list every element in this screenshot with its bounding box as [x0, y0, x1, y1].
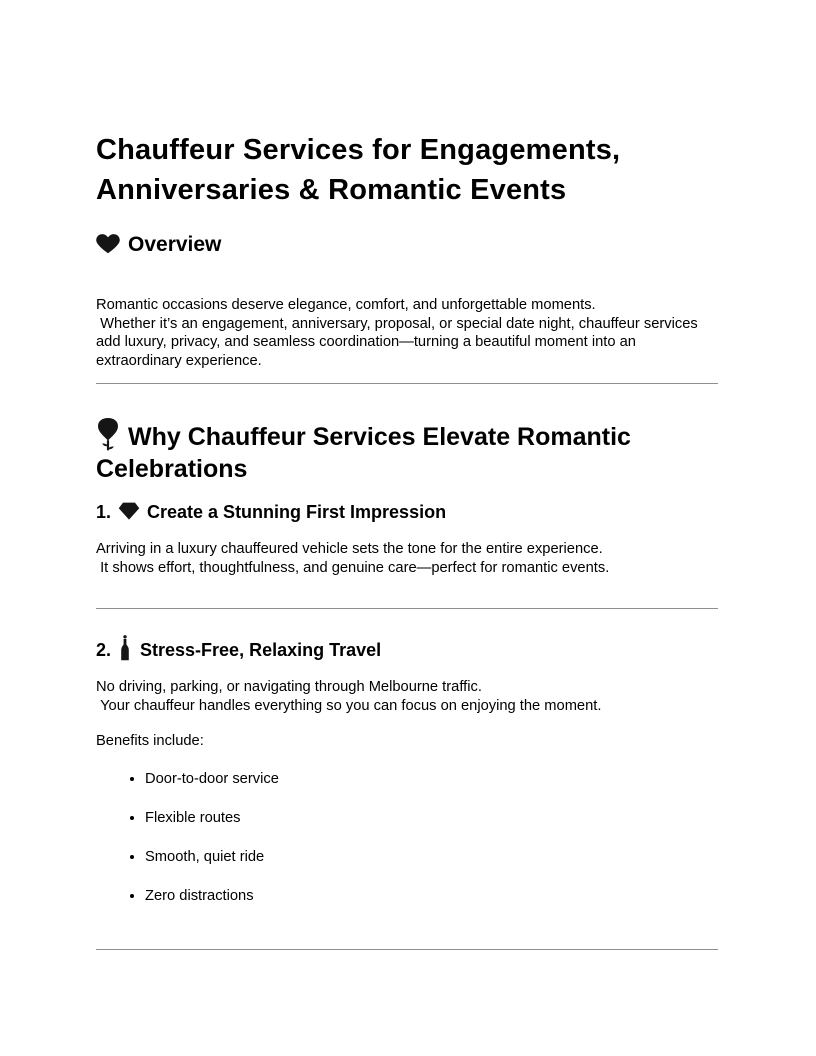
- gem-icon: [111, 501, 147, 523]
- list-item: • Smooth, quiet ride: [145, 848, 718, 867]
- horizontal-divider: [96, 383, 718, 384]
- stress-free-heading: [96, 635, 718, 661]
- heart-icon: [96, 232, 128, 258]
- first-impression-heading: [96, 501, 718, 523]
- first-impression-paragraph: [96, 540, 718, 577]
- horizontal-divider: [96, 949, 718, 950]
- why-section-heading: [96, 417, 718, 484]
- list-item: • Zero distractions: [145, 887, 718, 906]
- list-item: • Flexible routes: [145, 809, 718, 828]
- overview-heading: [96, 232, 718, 258]
- benefits-label: Benefits include:: [96, 733, 204, 749]
- paragraph-line: Romantic occasions deserve elegance, comfort, and unforgettable moments.: [96, 297, 596, 313]
- first-impression-heading-label: Create a Stunning First Impression: [147, 502, 447, 522]
- overview-heading-label: Overview: [128, 233, 222, 256]
- benefits-list: [96, 770, 718, 906]
- stress-free-heading-label: Stress-Free, Relaxing Travel: [140, 640, 382, 660]
- heading-number: 2.: [96, 640, 112, 660]
- paragraph-line: No driving, parking, or navigating through Melbourne traffic.: [96, 679, 482, 695]
- overview-paragraph: [96, 296, 718, 370]
- horizontal-divider: [96, 608, 718, 609]
- list-item: • Door-to-door service: [145, 770, 718, 789]
- heading-number: 1.: [96, 502, 112, 522]
- paragraph-line: It shows effort, thoughtfulness, and genuine care—perfect for romantic events.: [96, 559, 610, 576]
- why-section-heading-label: Why Chauffeur Services Elevate Romantic Celebrations: [96, 423, 631, 483]
- paragraph-line: Whether it’s an engagement, anniversary, proposal, or special date night, chauffeur services add luxury, privacy, and seamless coordination—turning a beautiful moment into an extraordinary experience.: [96, 315, 702, 369]
- rose-icon: [96, 417, 128, 454]
- champagne-bottle-icon: [111, 635, 140, 661]
- stress-free-paragraph: [96, 678, 718, 715]
- document-title: Chauffeur Services for Engagements, Anniversaries & Romantic Events: [96, 134, 621, 206]
- paragraph-line: Arriving in a luxury chauffeured vehicle sets the tone for the entire experience.: [96, 541, 603, 557]
- paragraph-line: Your chauffeur handles everything so you can focus on enjoying the moment.: [96, 697, 602, 714]
